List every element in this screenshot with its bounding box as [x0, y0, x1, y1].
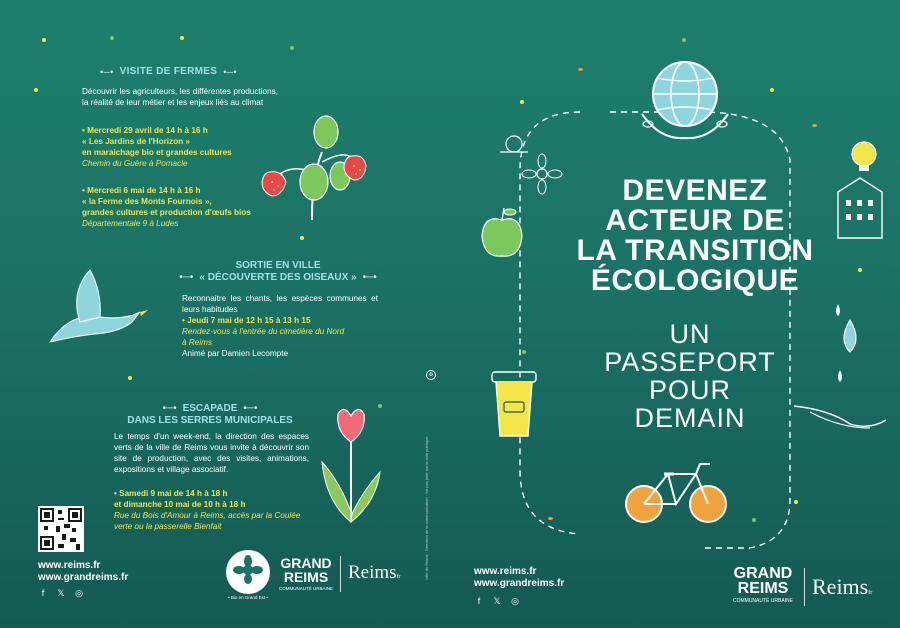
logo-divider	[804, 568, 805, 606]
confetti-dot	[752, 518, 756, 522]
x-icon[interactable]: 𝕏	[57, 588, 65, 598]
grandreims-link[interactable]: www.grandreims.fr	[38, 572, 129, 583]
sub-headline: UN PASSEPORT POUR DEMAIN	[604, 319, 776, 433]
sortie-title: SORTIE EN VILLE •─• « DÉCOUVERTE DES OISEAUX » •─•	[179, 260, 377, 283]
instagram-icon[interactable]: ◎	[511, 596, 519, 606]
logo-divider	[340, 556, 341, 592]
flower-icon	[226, 550, 270, 594]
visite-event-1: • Mercredi 29 avril de 14 h à 16 h « Les Jardins de l'Horizon » en maraichage bio et grandes cultures Chemin du Guère à Pomacle	[82, 126, 232, 168]
apple-icon	[478, 204, 526, 262]
recycle-icon: ♻	[426, 370, 436, 380]
escapade-title: •─• ESCAPADE •─• DANS LES SERRES MUNICIPALES	[127, 403, 293, 426]
websites-right	[474, 566, 564, 590]
ornament-icon: •─•	[243, 403, 258, 414]
confetti-dot	[180, 36, 184, 40]
confetti-dot	[110, 36, 114, 40]
visite-event-2: • Mercredi 6 mai de 14 h à 16 h « la Ferme des Monts Fournois », grandes cultures et production d'œufs bios Départementale 9 à Ludes	[82, 186, 251, 228]
confetti-dot	[520, 100, 524, 104]
confetti-dot	[34, 88, 38, 92]
qr-code	[38, 506, 84, 552]
visite-intro: Découvrir les agriculteurs, les différentes productions, la réalité de leur métier et les enjeux liés au climat	[82, 87, 278, 107]
legal-fold-text: Ville de Reims · Direction de la communication · Ne pas jeter sur la voie publique	[424, 436, 429, 580]
reims-link[interactable]: www.reims.fr	[474, 566, 537, 577]
confetti-dot	[794, 500, 798, 504]
confetti-dot	[578, 68, 583, 71]
sortie-body: Reconnaitre les chants, les espèces communes et leurs habitudes • Jeudi 7 mai de 12 h 15 à 13 h 15 Rendez-vous à l'entrée du cimetière du Nord à Reims Animé par Damien Lecompte	[182, 294, 378, 358]
facebook-icon[interactable]: f	[41, 588, 45, 598]
visite-title: •─• VISITE DE FERMES •─•	[100, 66, 237, 77]
tulip-icon	[316, 402, 386, 530]
escapade-intro: Le temps d'un week-end, la direction des espaces verts de la ville de Reims vous invite à découvrir son site de production, avec des visites, animations, expositions et village associatif.	[114, 432, 309, 474]
grand-reims-logo-left: GRAND REIMS COMMUNAUTÉ URBAINE	[278, 555, 333, 591]
confetti-dot	[290, 46, 294, 50]
social-icons-right	[474, 596, 520, 606]
ornament-icon: •─•	[362, 272, 377, 283]
water-drops-icon	[830, 300, 870, 400]
cover-panel	[450, 0, 900, 628]
x-icon[interactable]: 𝕏	[493, 596, 501, 606]
bio-grand-est-logo	[226, 550, 270, 594]
facebook-icon[interactable]: f	[477, 596, 481, 606]
confetti-dot	[548, 517, 553, 520]
bio-logo-text: • Bio en Grand Est •	[228, 595, 268, 600]
confetti-dot	[300, 236, 304, 240]
ornament-icon: •─•	[100, 66, 114, 77]
reims-logo-right: Reimsfr	[812, 574, 873, 599]
websites-left	[38, 560, 128, 584]
confetti-dot	[42, 38, 46, 42]
bicycle-icon	[616, 456, 736, 526]
social-icons-left	[38, 588, 84, 598]
globe-icon	[630, 54, 740, 146]
ornament-icon: •─•	[179, 272, 194, 283]
reims-link[interactable]: www.reims.fr	[38, 560, 101, 571]
bird-icon	[40, 262, 150, 354]
grandreims-link[interactable]: www.grandreims.fr	[474, 578, 565, 589]
ornament-icon: •─•	[162, 403, 177, 414]
confetti-dot	[812, 124, 817, 127]
confetti-dot	[770, 88, 774, 92]
confetti-dot	[378, 404, 382, 408]
grand-reims-logo-right: GRAND REIMS COMMUNAUTÉ URBAINE	[732, 565, 793, 604]
confetti-dot	[128, 376, 132, 380]
instagram-icon[interactable]: ◎	[75, 588, 83, 598]
compost-bin-icon	[486, 368, 542, 440]
reims-logo-left: Reimsfr	[348, 562, 401, 583]
confetti-dot	[522, 350, 526, 354]
confetti-dot	[858, 268, 862, 272]
ornament-icon: •─•	[223, 66, 237, 77]
escapade-event: • Samedi 9 mai de 14 h à 18 h et dimanche 10 mai de 10 h à 18 h Rue du Bois d'Amour à Reims, accès par la Coulée verte ou la passerelle Bienfait	[114, 489, 301, 531]
strawberry-plant-icon	[252, 112, 382, 224]
main-headline: DEVENEZ ACTEUR DE LA TRANSITION ÉCOLOGIQUE	[576, 174, 814, 297]
confetti-dot	[682, 38, 686, 42]
